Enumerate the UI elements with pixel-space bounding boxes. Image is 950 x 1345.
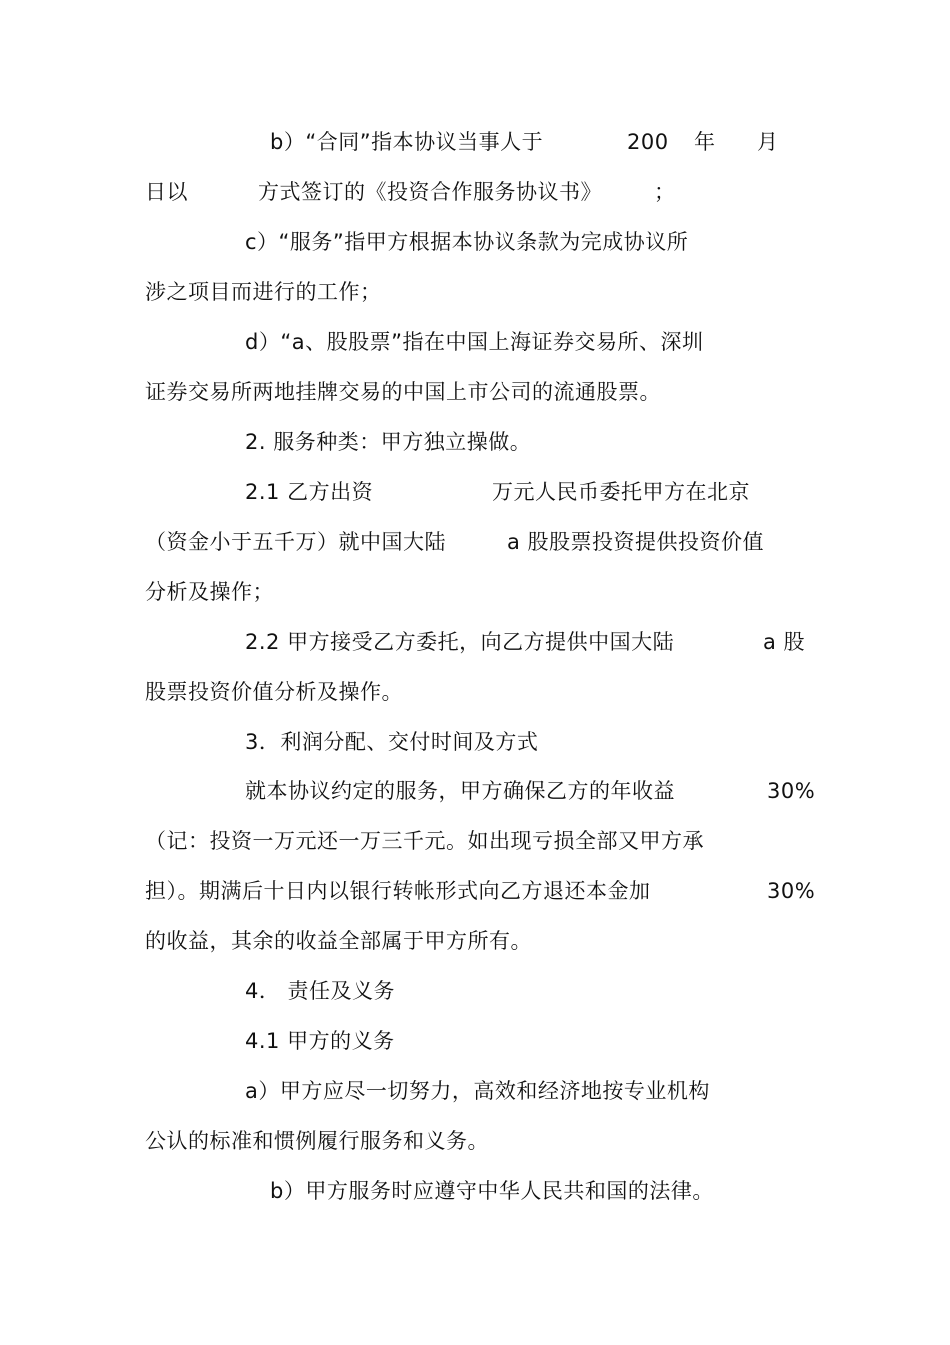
section-3-line4: 的收益，其余的收益全部属于甲方所有。 [145,929,532,953]
clause-b-text-cont: 方式签订的《投资合作服务协议书》 [258,180,602,204]
section-2-2-line1b: a 股 [763,630,806,654]
year-prefix: 200 [627,130,669,154]
section-2-2-line2: 股票投资价值分析及操作。 [145,680,403,704]
month-label: 月 [757,130,779,154]
section-2-1-line1a: 2.1 乙方出资 [245,480,374,504]
annual-return-percent: 30% [767,779,816,803]
section-3-line2: （记：投资一万元还一万三千元。如出现亏损全部又甲方承 [145,829,704,853]
section-3-line3a: 担）。期满后十日内以银行转帐形式向乙方退还本金加 [145,879,651,903]
clause-c-line1: c）“服务”指甲方根据本协议条款为完成协议所 [245,230,689,254]
clause-d-line1: d）“a、股股票”指在中国上海证券交易所、深圳 [245,330,704,354]
section-2-2-line1a: 2.2 甲方接受乙方委托，向乙方提供中国大陆 [245,630,675,654]
section-2-1-line2a: （资金小于五千万）就中国大陆 [145,530,446,554]
clause-b-text: b）“合同”指本协议当事人于 [270,130,544,154]
section-2-1-line3: 分析及操作； [145,580,274,604]
section-4-1-heading: 4.1 甲方的义务 [245,1029,395,1053]
section-3-heading: 3．利润分配、交付时间及方式 [245,730,539,754]
clause-b-semicolon: ； [654,180,676,204]
section-3-line1a: 就本协议约定的服务，甲方确保乙方的年收益 [245,779,675,803]
section-4-1-a-line1: a）甲方应尽一切努力，高效和经济地按专业机构 [245,1079,710,1103]
section-4-1-b-line1: b）甲方服务时应遵守中华人民共和国的法律。 [270,1179,714,1203]
day-label: 日以 [145,180,188,204]
section-4-1-a-line2: 公认的标准和惯例履行服务和义务。 [145,1129,489,1153]
clause-d-line2: 证券交易所两地挂牌交易的中国上市公司的流通股票。 [145,380,661,404]
section-2-heading: 2. 服务种类：甲方独立操做。 [245,430,532,454]
section-2-1-line2b: a 股股票投资提供投资价值 [507,530,765,554]
year-label: 年 [694,130,716,154]
section-2-1-line1b: 万元人民币委托甲方在北京 [492,480,750,504]
clause-c-line2: 涉之项目而进行的工作； [145,280,382,304]
section-4-heading: 4． 责任及义务 [245,979,396,1003]
return-percent: 30% [767,879,816,903]
